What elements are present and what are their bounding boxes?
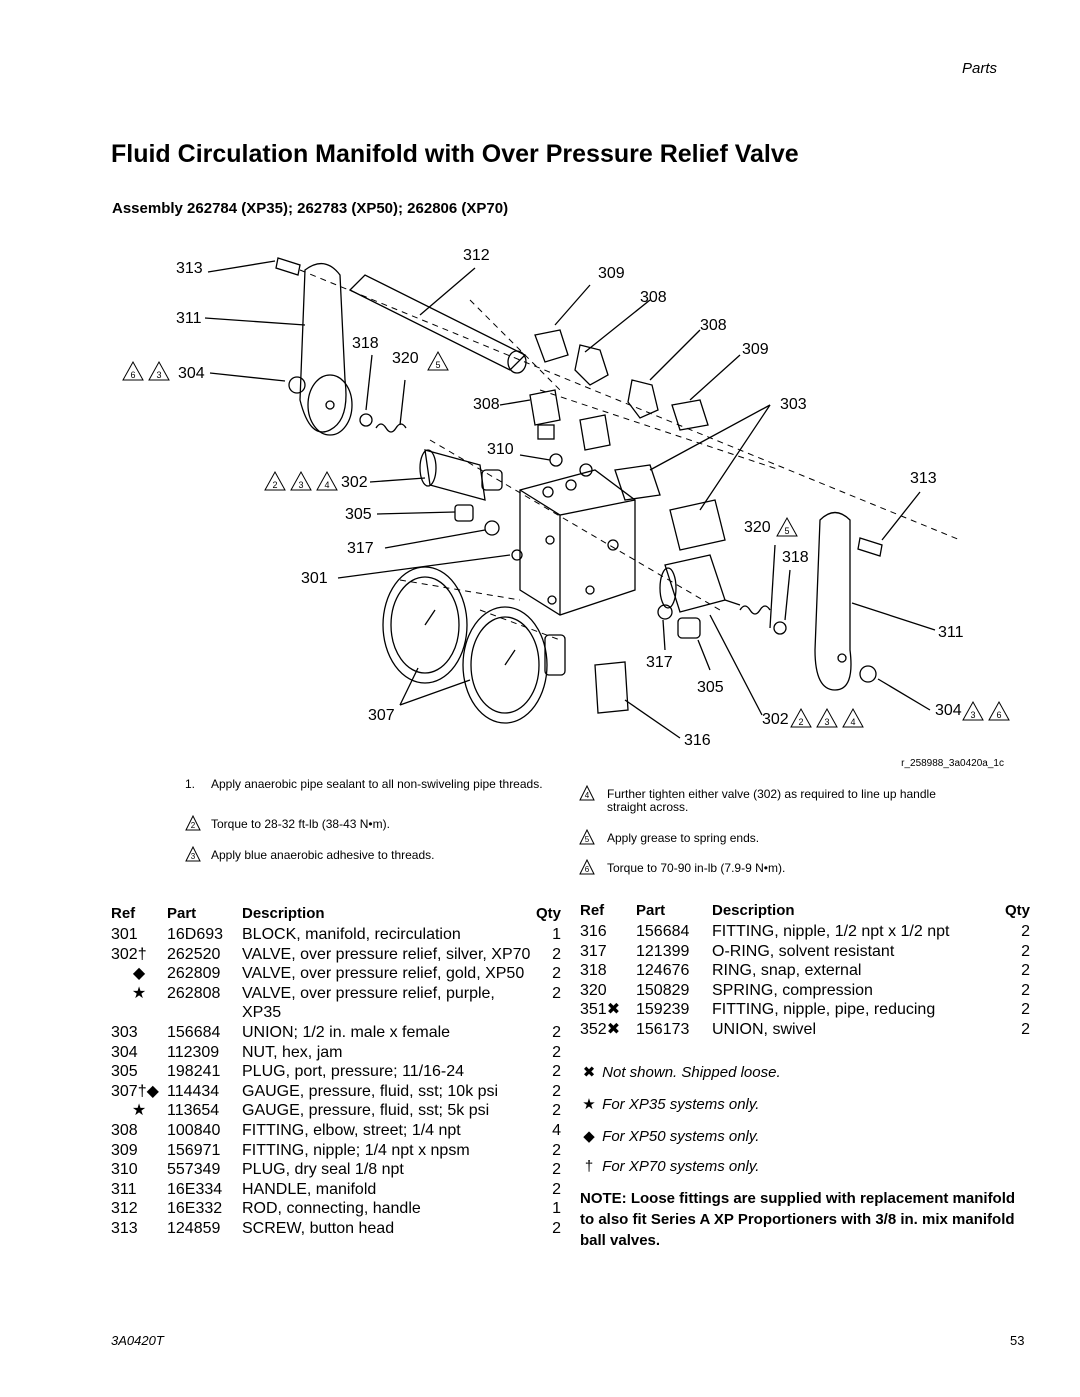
- qty-cell: 2: [1021, 942, 1030, 960]
- description-cell: BLOCK, manifold, recirculation: [242, 926, 461, 943]
- dagger-icon: †: [584, 1158, 594, 1175]
- qty-cell: 2: [552, 1180, 561, 1198]
- callout-320-right: 320: [744, 519, 771, 536]
- part-cell: 150829: [636, 981, 690, 999]
- part-cell: 156971: [167, 1141, 221, 1159]
- svg-text:6: 6: [584, 865, 590, 874]
- legend-not-shown: ✖ Not shown. Shipped loose.: [580, 1063, 781, 1081]
- table-header-row: [111, 903, 561, 925]
- callout-320-left: 320: [392, 350, 419, 367]
- table-row: [111, 1023, 561, 1043]
- part-cell: 156173: [636, 1020, 690, 1038]
- callout-307: 307: [368, 707, 395, 724]
- mark-4: 4: [850, 717, 856, 727]
- triangle-icon: [579, 829, 595, 845]
- ref-cell: 316: [580, 923, 607, 940]
- table-row: [111, 1180, 561, 1200]
- table-row: [111, 984, 561, 1023]
- description-cell: HANDLE, manifold: [242, 1180, 377, 1198]
- cross-icon: ✖: [582, 1064, 596, 1081]
- ref-cell: ◆: [132, 965, 146, 983]
- description-cell: UNION, swivel: [712, 1020, 817, 1038]
- ref-cell: 313: [111, 1219, 138, 1237]
- table-row: [111, 1062, 561, 1082]
- header-qty: Qty: [535, 905, 561, 922]
- mark-2: 2: [798, 717, 804, 727]
- part-cell: 156684: [167, 1023, 221, 1041]
- qty-cell: 1: [552, 926, 561, 943]
- table-row: [111, 1199, 561, 1219]
- callout-318-left: 318: [352, 335, 379, 352]
- mark-4: 4: [324, 480, 330, 490]
- part-cell: 16E334: [167, 1180, 223, 1198]
- description-cell: NUT, hex, jam: [242, 1043, 343, 1061]
- legend-xp35: ★ For XP35 systems only.: [580, 1095, 759, 1113]
- callout-316: 316: [684, 732, 711, 749]
- part-cell: 113654: [167, 1102, 220, 1120]
- ref-cell: ★: [131, 1102, 147, 1120]
- legend-xp50: ◆ For XP50 systems only.: [580, 1127, 759, 1145]
- qty-cell: 2: [552, 945, 561, 963]
- callout-313-right: 313: [910, 470, 937, 487]
- header-part: Part: [636, 902, 666, 919]
- part-cell: 16E332: [167, 1200, 223, 1218]
- note-3: 3 Apply blue anaerobic adhesive to threads.: [185, 849, 545, 862]
- part-cell: 262520: [167, 945, 221, 963]
- table-row: [580, 922, 1030, 942]
- part-cell: 121399: [636, 942, 690, 960]
- table-row: [580, 942, 1030, 962]
- ref-cell: 302†: [111, 945, 147, 963]
- qty-cell: 2: [1021, 923, 1030, 940]
- ref-cell: 309: [111, 1141, 138, 1159]
- svg-text:4: 4: [584, 791, 590, 800]
- header-ref: Ref: [111, 905, 136, 922]
- ref-cell: 301: [111, 926, 138, 943]
- ref-cell: 305: [111, 1063, 138, 1081]
- description-cell: GAUGE, pressure, fluid, sst; 5k psi: [242, 1102, 490, 1120]
- description-cell: RING, snap, external: [712, 962, 862, 980]
- mark-3: 3: [824, 717, 830, 727]
- description-cell: PLUG, port, pressure; 11/16-24: [242, 1063, 465, 1081]
- table-row: [580, 981, 1030, 1001]
- triangle-icon: [185, 846, 201, 862]
- section-label: Parts: [962, 60, 998, 77]
- ref-cell: 312: [111, 1200, 138, 1218]
- triangle-icon: [579, 785, 595, 801]
- qty-cell: 2: [552, 965, 561, 983]
- callout-309-top: 309: [598, 265, 625, 282]
- mark-2: 2: [272, 480, 278, 490]
- callout-302-right: 302: [762, 711, 789, 728]
- table-row: [111, 1121, 561, 1141]
- qty-cell: 2: [1021, 1001, 1030, 1019]
- table-row: [580, 1000, 1030, 1020]
- qty-cell: 2: [1021, 962, 1030, 980]
- part-cell: 156684: [636, 923, 690, 940]
- connecting-rod-shape: [350, 275, 525, 370]
- ref-cell: 311: [111, 1180, 137, 1198]
- star-icon: ★: [582, 1096, 596, 1113]
- callout-305-right: 305: [697, 679, 724, 696]
- description-cell: ROD, connecting, handle: [242, 1200, 421, 1218]
- qty-cell: 1: [552, 1200, 561, 1218]
- ref-cell: 351✖: [580, 1001, 621, 1019]
- callout-317-left: 317: [347, 540, 374, 557]
- table-row: [580, 1020, 1030, 1040]
- triangle-icon: [185, 815, 201, 831]
- document-number: 3A0420T: [111, 1333, 164, 1348]
- header-part: Part: [167, 905, 197, 922]
- part-cell: 114434: [167, 1082, 220, 1100]
- mark-6: 6: [996, 710, 1002, 720]
- svg-text:5: 5: [584, 835, 590, 844]
- description-cell: VALVE, over pressure relief, gold, XP50: [242, 965, 525, 983]
- mark-6: 6: [130, 370, 136, 380]
- callout-309-right: 309: [742, 341, 769, 358]
- description-cell: SPRING, compression: [712, 981, 873, 999]
- table-row: [111, 1082, 561, 1102]
- mark-3: 3: [156, 370, 162, 380]
- description-cell: VALVE, over pressure relief, silver, XP70: [242, 945, 531, 963]
- ref-cell: 317: [580, 942, 607, 960]
- description-cell: VALVE, over pressure relief, purple, XP35: [242, 984, 495, 1022]
- mark-3: 3: [970, 710, 976, 720]
- ref-cell: ★: [131, 984, 147, 1002]
- qty-cell: 2: [552, 1141, 561, 1159]
- part-cell: 198241: [167, 1063, 221, 1081]
- exploded-parts-diagram: [100, 235, 1040, 775]
- callout-304-left: 304: [178, 365, 205, 382]
- table-header-row: [580, 900, 1030, 922]
- ref-cell: 318: [580, 962, 607, 980]
- page-title: Fluid Circulation Manifold with Over Pressure Relief Valve: [111, 140, 799, 168]
- callout-308-top: 308: [640, 289, 667, 306]
- mark-3: 3: [298, 480, 304, 490]
- qty-cell: 2: [552, 1102, 561, 1120]
- callout-312: 312: [463, 247, 490, 264]
- note-6: 6 Torque to 70-90 in-lb (7.9-9 N•m).: [579, 862, 959, 875]
- description-cell: SCREW, button head: [242, 1219, 395, 1237]
- ref-cell: 304: [111, 1043, 138, 1061]
- description-cell: O-RING, solvent resistant: [712, 942, 895, 960]
- assembly-subtitle: Assembly 262784 (XP35); 262783 (XP50); 262806 (XP70): [112, 200, 509, 217]
- table-row: [111, 1219, 561, 1239]
- table-row: [580, 961, 1030, 981]
- qty-cell: 2: [552, 1082, 561, 1100]
- callout-301: 301: [301, 570, 328, 587]
- parts-table-right: [580, 900, 1030, 1040]
- qty-cell: 2: [552, 1063, 561, 1081]
- mark-5: 5: [784, 526, 790, 536]
- ref-cell: 320: [580, 981, 607, 999]
- description-cell: FITTING, elbow, street; 1/4 npt: [242, 1121, 461, 1139]
- part-cell: 124676: [636, 962, 690, 980]
- callout-311-left: 311: [176, 310, 202, 327]
- ref-cell: 352✖: [580, 1020, 621, 1038]
- ref-cell: 310: [111, 1161, 138, 1179]
- figure-id: r_258988_3a0420a_1c: [901, 758, 1004, 769]
- triangle-icon: [579, 859, 595, 875]
- description-cell: FITTING, nipple, pipe, reducing: [712, 1001, 936, 1019]
- callout-310: 310: [487, 441, 514, 458]
- table-row: [111, 964, 561, 984]
- qty-cell: 2: [552, 1161, 561, 1179]
- note-2: 2 Torque to 28-32 ft-lb (38-43 N•m).: [185, 818, 545, 831]
- callout-302-left: 302: [341, 474, 368, 491]
- part-cell: 557349: [167, 1161, 221, 1179]
- description-cell: UNION; 1/2 in. male x female: [242, 1023, 451, 1041]
- header-description: Description: [712, 902, 795, 919]
- svg-text:3: 3: [190, 852, 196, 861]
- description-cell: FITTING, nipple; 1/4 npt x npsm: [242, 1141, 470, 1159]
- callout-318-right: 318: [782, 549, 809, 566]
- qty-cell: 2: [552, 1043, 561, 1061]
- mark-5: 5: [435, 360, 441, 370]
- header-description: Description: [242, 905, 325, 922]
- description-cell: PLUG, dry seal 1/8 npt: [242, 1161, 404, 1179]
- table-row: [111, 945, 561, 965]
- table-row: [111, 925, 561, 945]
- svg-text:2: 2: [190, 821, 196, 830]
- ref-cell: 303: [111, 1023, 138, 1041]
- part-cell: 159239: [636, 1001, 690, 1019]
- diamond-icon: ◆: [583, 1128, 595, 1145]
- part-cell: 112309: [167, 1043, 220, 1061]
- ref-cell: 308: [111, 1121, 138, 1139]
- part-cell: 262808: [167, 984, 221, 1002]
- callout-304-right: 304: [935, 702, 962, 719]
- table-row: [111, 1043, 561, 1063]
- header-ref: Ref: [580, 902, 605, 919]
- part-cell: 100840: [167, 1121, 221, 1139]
- page-number: 53: [1010, 1333, 1025, 1348]
- qty-cell: 2: [1021, 1020, 1030, 1038]
- parts-table-left: [111, 903, 561, 1239]
- callout-313-left: 313: [176, 260, 203, 277]
- description-cell: FITTING, nipple, 1/2 npt x 1/2 npt: [712, 923, 950, 940]
- header-qty: Qty: [1004, 902, 1030, 919]
- qty-cell: 2: [552, 1219, 561, 1237]
- description-cell: GAUGE, pressure, fluid, sst; 10k psi: [242, 1082, 499, 1100]
- legend-xp70: † For XP70 systems only.: [580, 1158, 759, 1175]
- callout-317-right: 317: [646, 654, 673, 671]
- note-5: 5 Apply grease to spring ends.: [579, 832, 959, 845]
- callout-308-right: 308: [700, 317, 727, 334]
- callout-311-right: 311: [938, 624, 964, 641]
- table-row: [111, 1101, 561, 1121]
- note-4: 4 Further tighten either valve (302) as required to line up handle straight across.: [579, 788, 959, 814]
- table-row: [111, 1160, 561, 1180]
- qty-cell: 2: [552, 984, 561, 1002]
- qty-cell: 2: [552, 1023, 561, 1041]
- part-cell: 16D693: [167, 926, 224, 943]
- part-cell: 124859: [167, 1219, 221, 1237]
- loose-fittings-note: NOTE: Loose fittings are supplied with replacement manifold to also fit Series A XP Proportioners with 3/8 in. mix manifold ball valves.: [580, 1190, 1016, 1249]
- callout-308-mid: 308: [473, 396, 500, 413]
- table-row: [111, 1141, 561, 1161]
- note-1: 1. Apply anaerobic pipe sealant to all non-swiveling pipe threads.: [185, 777, 543, 791]
- qty-cell: 2: [1021, 981, 1030, 999]
- part-cell: 262809: [167, 965, 221, 983]
- qty-cell: 4: [552, 1121, 561, 1139]
- ref-cell: 307†◆: [111, 1082, 159, 1100]
- callout-305-left: 305: [345, 506, 372, 523]
- callout-303: 303: [780, 396, 807, 413]
